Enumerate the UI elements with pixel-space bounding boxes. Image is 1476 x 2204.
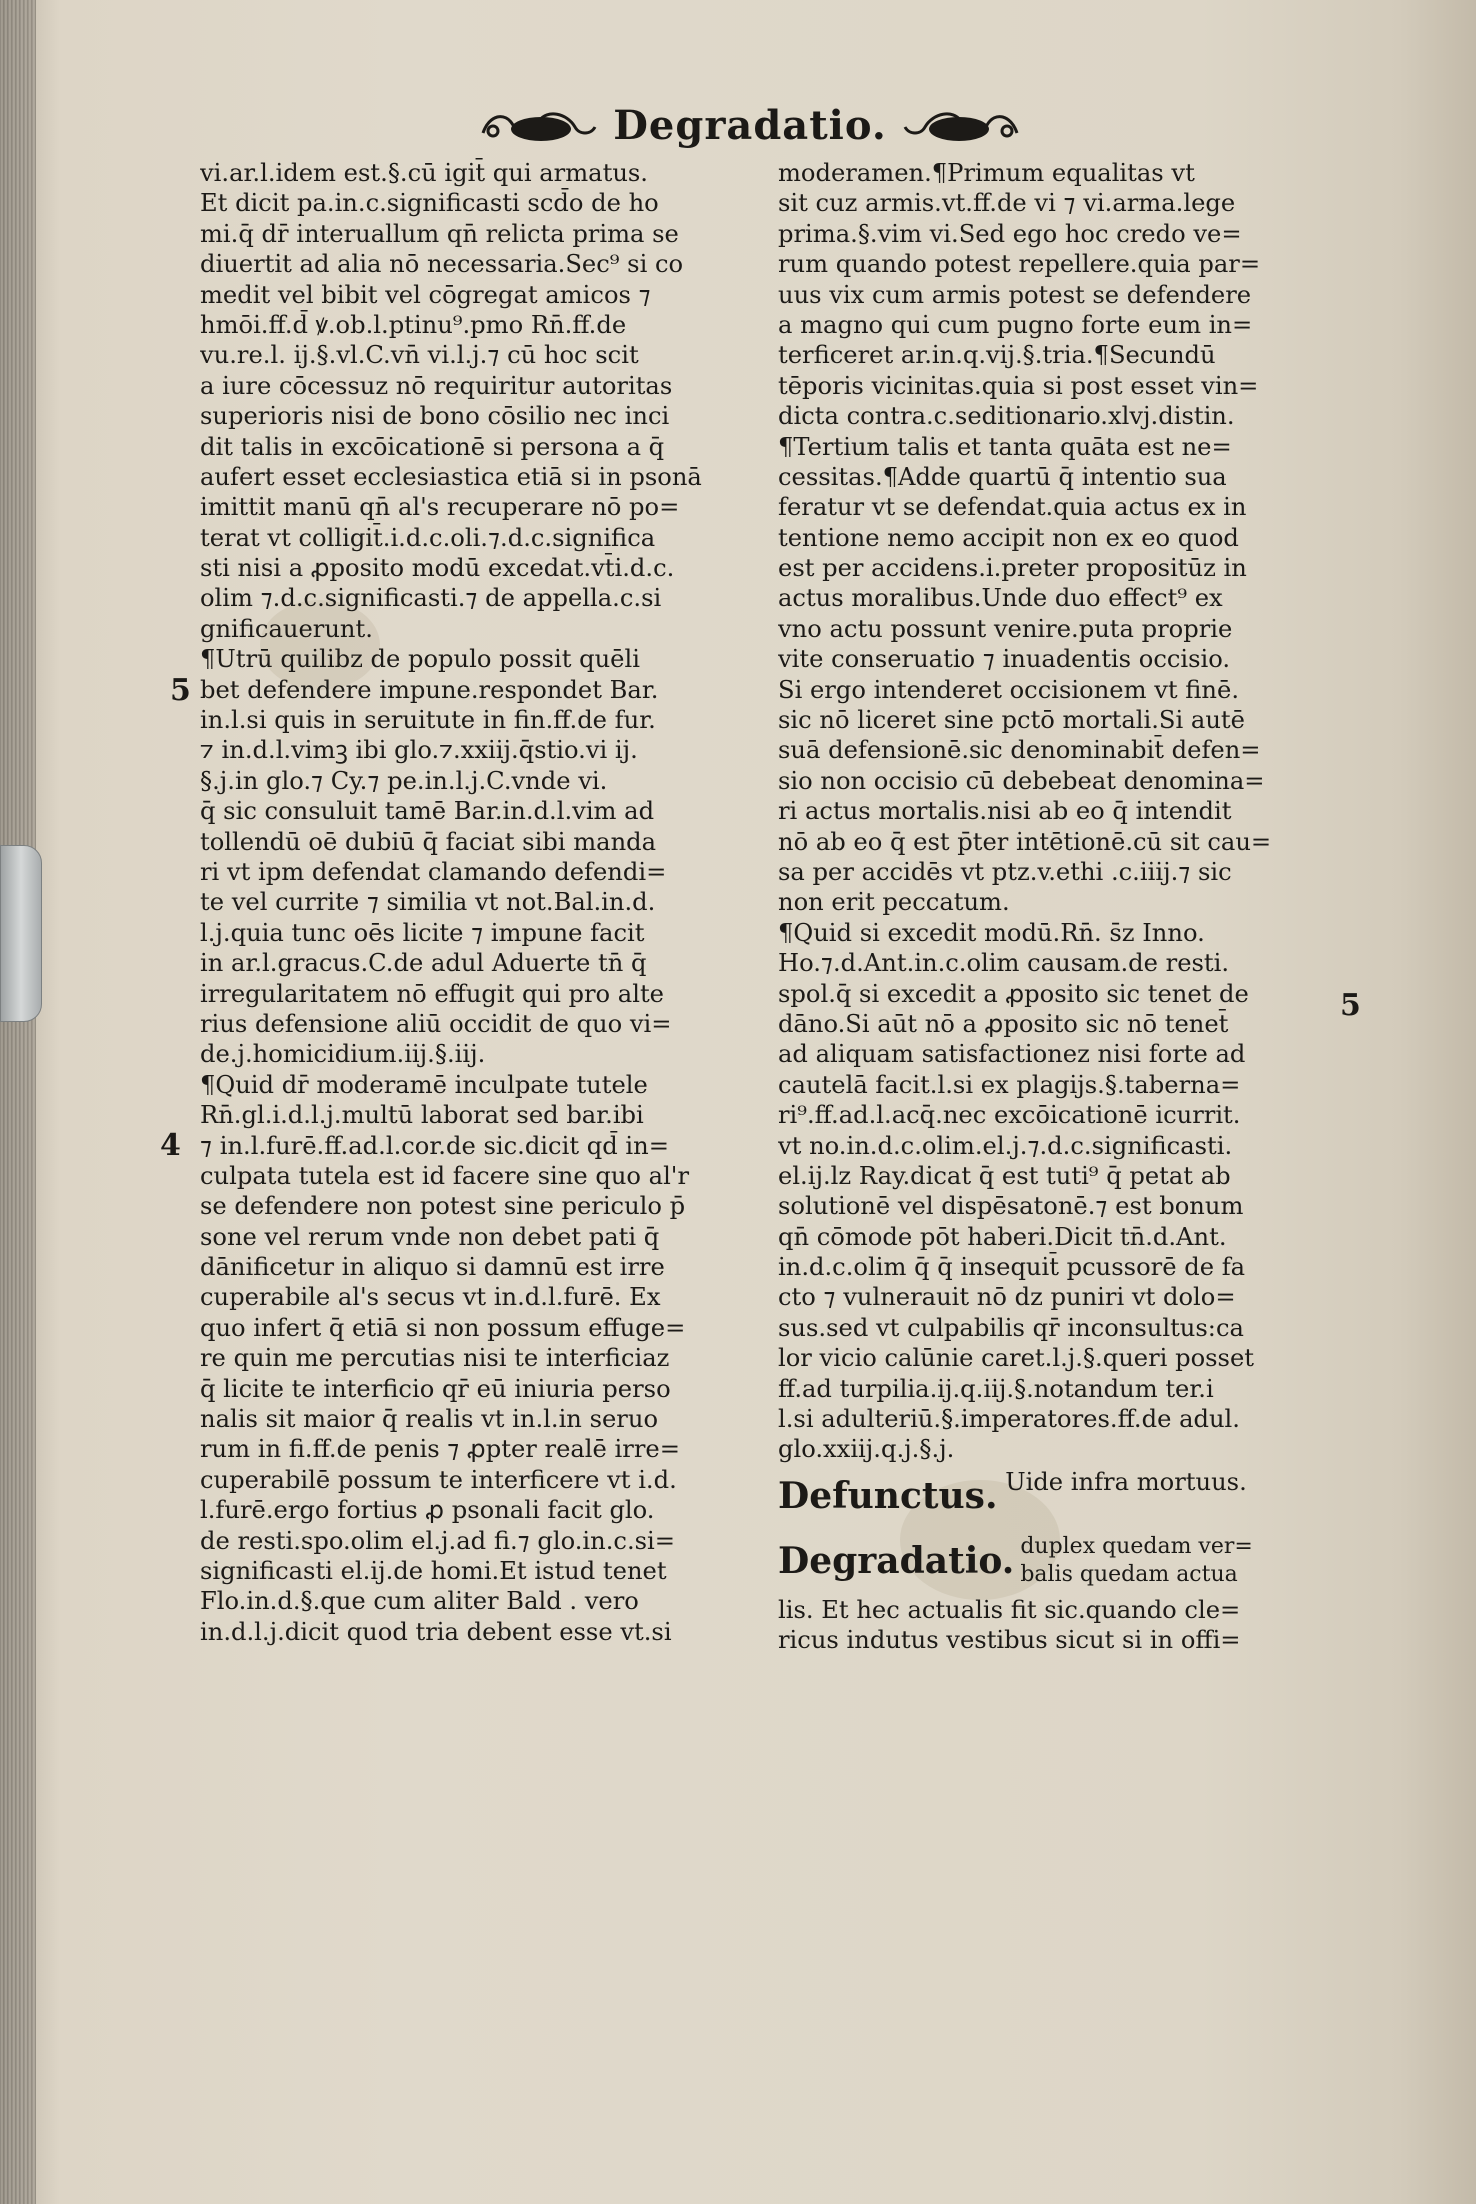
- text-line: te vel currite ⁊ similia vt not.Bal.in.d.: [200, 888, 656, 917]
- text-line: Et dicit pa.in.c.significasti scd̄o de ho: [200, 189, 659, 218]
- text-line: nō ab eo q̄ est p̄ter intētionē.cū sit cau=: [778, 827, 1272, 856]
- text-line: sti nisi a ꝓposito modū excedat.vt̄i.d.c.: [200, 554, 675, 583]
- text-line: tentione nemo accipit non ex eo quod: [778, 523, 1239, 552]
- text-line: ⁊ in.l.furē.ff.ad.l.cor.de sic.dicit qd̄ in=: [200, 1131, 669, 1160]
- text-line: suā defensionē.sic denominabit̄ defen=: [778, 736, 1261, 765]
- text-line: duplex quedam ver=: [1020, 1533, 1253, 1559]
- running-header: [470, 95, 1030, 155]
- text-line: l.furē.ergo fortius ꝓ psonali facit glo.: [200, 1496, 655, 1525]
- text-line: dānificetur in aliquo si damnū est irre: [200, 1253, 665, 1282]
- text-line: Si ergo intenderet occisionem vt finē.: [778, 675, 1240, 704]
- text-line: balis quedam actua: [1020, 1561, 1238, 1587]
- entry-defunctus: [778, 1465, 1368, 1527]
- text-line: ri vt ipm defendat clamando defendi=: [200, 857, 667, 886]
- page-clip: [0, 845, 42, 1022]
- header-title: Degradatio.: [613, 101, 887, 149]
- text-line: hmōi.ff.d̄ ꝟ.ob.l.ptinu⁹.pmo Rn̄.ff.de: [200, 310, 627, 339]
- text-line: in.d.c.olim q̄ q̄ insequit̄ pcussorē de fa: [778, 1253, 1246, 1282]
- text-line: significasti el.ij.de homi.Et istud tenet: [200, 1556, 667, 1585]
- text-line: sus.sed vt culpabilis qr̄ inconsultus:ca: [778, 1313, 1244, 1342]
- text-line: ff.ad turpilia.ij.q.iij.§.notandum ter.i: [778, 1374, 1214, 1403]
- text-line: dicta contra.c.seditionario.xlvj.distin.: [778, 402, 1235, 431]
- text-line: de.j.homicidium.iij.§.iij.: [200, 1040, 486, 1069]
- text-line: de resti.spo.olim el.j.ad fi.⁊ glo.in.c.si=: [200, 1526, 676, 1555]
- entry-heading: Defunctus.: [778, 1474, 998, 1517]
- text-line: in.l.si quis in seruitute in fin.ff.de fur.: [200, 706, 656, 735]
- text-line: culpata tutela est id facere sine quo al'r: [200, 1161, 690, 1190]
- text-line: l.si adulteriū.§.imperatores.ff.de adul.: [778, 1405, 1240, 1434]
- text-line: vu.re.l. ij.§.vl.C.vn̄ vi.l.j.⁊ cū hoc scit: [200, 341, 639, 370]
- page-edge-stack: [0, 0, 36, 2204]
- text-line: lor vicio calūnie caret.l.j.§.queri posset: [778, 1344, 1254, 1373]
- entry-heading: Degradatio.: [778, 1539, 1015, 1582]
- text-line: q̄ licite te interficio qr̄ eū iniuria perso: [200, 1374, 671, 1403]
- text-line: rum in fi.ff.de penis ⁊ ꝓpter realē irre=: [200, 1435, 680, 1464]
- text-line: se defendere non potest sine periculo p̄: [200, 1192, 686, 1221]
- text-line: tēporis vicinitas.quia si post esset vin=: [778, 371, 1259, 400]
- text-line: a iure cōcessuz nō requiritur autoritas: [200, 371, 673, 400]
- text-line: re quin me percutias nisi te interficiaz: [200, 1344, 670, 1373]
- text-line: sone vel rerum vnde non debet pati q̄: [200, 1222, 660, 1251]
- text-line: vt no.in.d.c.olim.el.j.⁊.d.c.significasti.: [778, 1131, 1233, 1160]
- text-line: Ho.⁊.d.Ant.in.c.olim causam.de resti.: [778, 949, 1230, 978]
- left-ornament-icon: [479, 103, 599, 147]
- text-line: ri⁹.ff.ad.l.acq̄.nec excōicationē icurrit.: [778, 1101, 1241, 1130]
- text-line: nalis sit maior q̄ realis vt in.l.in seruo: [200, 1405, 659, 1434]
- right-ornament-icon: [901, 103, 1021, 147]
- text-line: cessitas.¶Adde quartū q̄ intentio sua: [778, 462, 1227, 491]
- text-line: mi.q̄ dr̄ interuallum qn̄ relicta prima se: [200, 219, 679, 248]
- text-line: imittit manū qn̄ al's recuperare nō po=: [200, 493, 680, 522]
- text-line: ad aliquam satisfactionez nisi forte ad: [778, 1040, 1246, 1069]
- text-line: ¶Quid si excedit modū.Rn̄. s̄z Inno.: [778, 918, 1205, 947]
- text-line: actus moralibus.Unde duo effect⁹ ex: [778, 584, 1223, 613]
- text-line: est per accidens.i.preter propositūz in: [778, 554, 1247, 583]
- text-line: vno actu possunt venire.puta proprie: [778, 614, 1233, 643]
- text-line: bet defendere impune.respondet Bar.: [200, 675, 659, 704]
- text-line: moderamen.¶Primum equalitas vt: [778, 159, 1195, 187]
- entry-degradatio: [778, 1527, 1368, 1595]
- text-line: sio non occisio cū debebeat denomina=: [778, 766, 1265, 795]
- text-line: rum quando potest repellere.quia par=: [778, 250, 1261, 279]
- text-line: cautelā facit.l.si ex plagijs.§.taberna=: [778, 1070, 1241, 1099]
- entry-definition: [1020, 1533, 1253, 1589]
- text-line: rius defensione aliū occidit de quo vi=: [200, 1009, 672, 1038]
- text-line: §.j.in glo.⁊ Cy.⁊ pe.in.l.j.C.vnde vi.: [200, 766, 608, 795]
- text-line: Rn̄.gl.i.d.l.j.multū laborat sed bar.ibi: [200, 1101, 644, 1130]
- margin-number: 5: [170, 673, 191, 708]
- text-line: glo.xxiij.q.j.§.j.: [778, 1435, 955, 1464]
- text-line: cuperabile al's secus vt in.d.l.furē. Ex: [200, 1283, 661, 1312]
- margin-number: 4: [160, 1128, 181, 1163]
- text-line: dit talis in excōicationē si persona a q̄: [200, 432, 665, 461]
- text-line: olim ⁊.d.c.significasti.⁊ de appella.c.si: [200, 584, 662, 613]
- text-line: el.ij.lz Ray.dicat q̄ est tuti⁹ q̄ petat ab: [778, 1161, 1231, 1190]
- text-line: superioris nisi de bono cōsilio nec inci: [200, 402, 670, 431]
- text-line: l.j.quia tunc oēs licite ⁊ impune facit: [200, 918, 645, 947]
- text-line: ⁊ in.d.l.vimꝫ ibi glo.⁊.xxiij.q̄stio.vi ij.: [200, 736, 638, 765]
- text-line: ¶Quid dr̄ moderamē inculpate tutele: [200, 1070, 648, 1099]
- text-line: vite conseruatio ⁊ inuadentis occisio.: [778, 645, 1231, 674]
- text-line: feratur vt se defendat.quia actus ex in: [778, 493, 1247, 522]
- margin-number: 5: [1340, 988, 1361, 1023]
- text-line: ¶Utrū quilibz de populo possit quēli: [200, 645, 640, 674]
- text-line: quo infert q̄ etiā si non possum effuge=: [200, 1313, 686, 1342]
- text-line: aufert esset ecclesiastica etiā si in psonā: [200, 462, 702, 491]
- text-line: diuertit ad alia nō necessaria.Sec⁹ si co: [200, 250, 684, 279]
- text-line: spol.q̄ si excedit a ꝓposito sic tenet de: [778, 979, 1249, 1008]
- text-line: cuperabilē possum te interficere vt i.d.: [200, 1465, 677, 1494]
- text-line: sic nō liceret sine pctō mortali.Si autē: [778, 706, 1245, 735]
- text-line: uus vix cum armis potest se defendere: [778, 280, 1252, 309]
- text-line: in.d.l.j.dicit quod tria debent esse vt.si: [200, 1617, 672, 1646]
- left-column: [200, 158, 790, 1647]
- text-line: non erit peccatum.: [778, 888, 1010, 917]
- text-line: terficeret ar.in.q.vij.§.tria.¶Secundū: [778, 341, 1216, 370]
- text-line: vi.ar.l.idem est.§.cū igit̄ qui armatus.: [200, 159, 648, 187]
- text-line: Flo.in.d.§.que cum aliter Bald . vero: [200, 1587, 639, 1616]
- text-line: cto ⁊ vulnerauit nō dz puniri vt dolo=: [778, 1283, 1236, 1312]
- text-line: lis. Et hec actualis fit sic.quando cle=: [778, 1595, 1241, 1624]
- text-line: prima.§.vim vi.Sed ego hoc credo ve=: [778, 219, 1242, 248]
- text-line: ¶Tertium talis et tanta quāta est ne=: [778, 432, 1232, 461]
- text-line: a magno qui cum pugno forte eum in=: [778, 310, 1253, 339]
- text-line: in ar.l.gracus.C.de adul Aduerte tn̄ q̄: [200, 949, 647, 978]
- text-line: sa per accidēs vt ptz.v.ethi .c.iiij.⁊ sic: [778, 857, 1232, 886]
- text-line: dāno.Si aūt nō a ꝓposito sic nō tenet̄: [778, 1009, 1229, 1038]
- text-line: irregularitatem nō effugit qui pro alte: [200, 979, 664, 1008]
- text-line: gnificauerunt.: [200, 614, 373, 643]
- entry-crossref: Uide infra mortuus.: [1005, 1467, 1247, 1496]
- text-line: terat vt colligit̄.i.d.c.oli.⁊.d.c.significa: [200, 523, 656, 552]
- text-line: q̄ sic consuluit tamē Bar.in.d.l.vim ad: [200, 797, 655, 826]
- right-column: [778, 158, 1368, 1656]
- text-line: qn̄ cōmode pōt haberi.Dicit tn̄.d.Ant.: [778, 1222, 1227, 1251]
- text-line: tollendū oē dubiū q̄ faciat sibi manda: [200, 827, 657, 856]
- text-line: ri actus mortalis.nisi ab eo q̄ intendit: [778, 797, 1232, 826]
- text-line: solutionē vel dispēsatonē.⁊ est bonum: [778, 1192, 1244, 1221]
- text-line: medit vel bibit vel cōgregat amicos ⁊: [200, 280, 651, 309]
- text-line: ricus indutus vestibus sicut si in offi=: [778, 1626, 1241, 1655]
- text-line: sit cuz armis.vt.ff.de vi ⁊ vi.arma.lege: [778, 189, 1236, 218]
